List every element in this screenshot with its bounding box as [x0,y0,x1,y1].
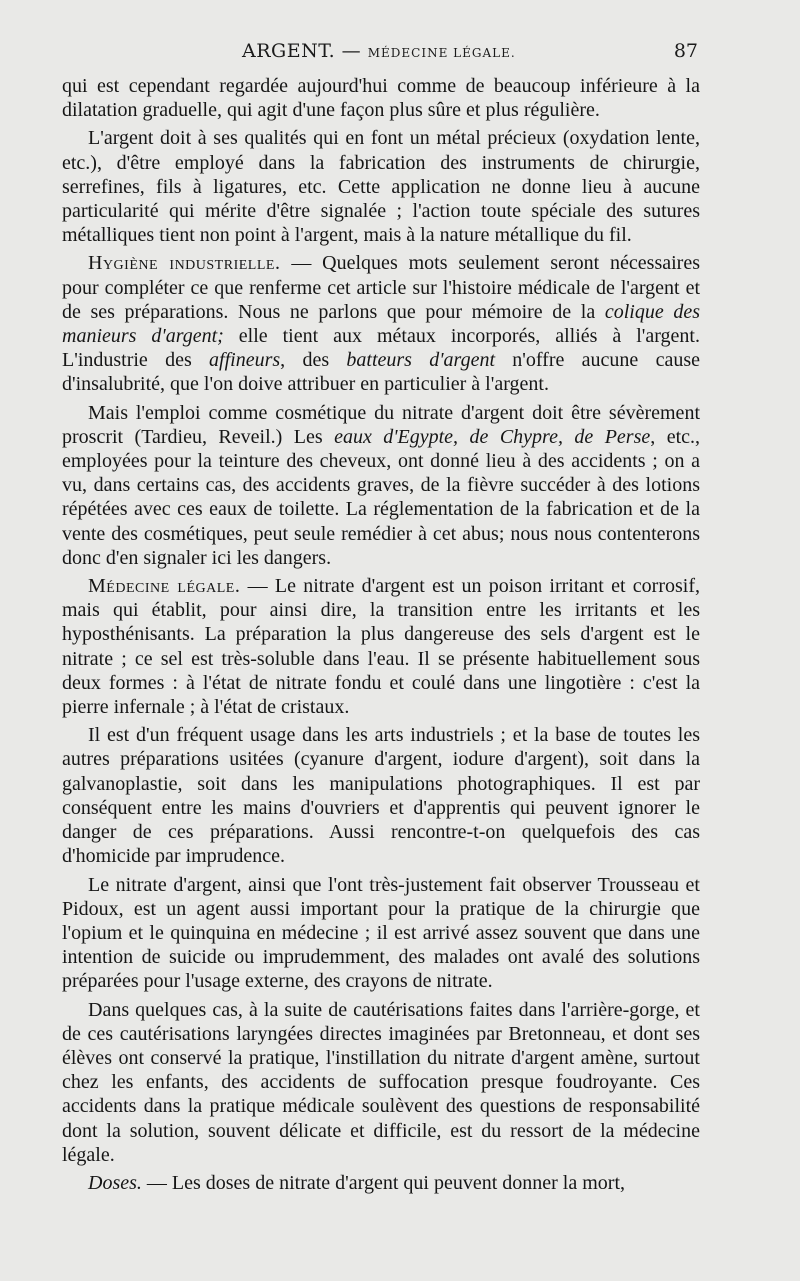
text-run: — Les doses de nitrate d'argent qui peuvent donner la mort, [141,1171,625,1194]
paragraph-cauterisations: Dans quelques cas, à la suite de cautérisations faites dans l'arrière-gorge, et de ces cautérisations laryngées directes imaginées par Bretonneau, et dont ses élèves ont conservé la pratique, l'instillation du nitrate d'argent amène, surtout chez les enfants, des accidents de suffocation presque foudroyante. Ces accidents dans la pratique médicale soulèvent des questions de responsabilité dont la solution, souvent délicate et difficile, est du ressort de la médecine légale. [62,998,700,1166]
running-title-sub: MÉDECINE LÉGALE. [367,46,516,60]
text-run: — Le nitrate d'argent est un poison irritant et corrosif, mais qui établit, pour ainsi dire, la transition entre les irritants et les hyposthénisants. La préparation la plus dangereuse des sels d'argent est le nitrate ; ce sel est très-soluble dans l'eau. Il se présente habituellement sous deux formes : à l'état de nitrate fondu et coulé dans une lingotière : c'est la pierre infernale ; à l'état de cristaux. [62,575,700,719]
page-body [62,74,700,1199]
text-run: , des [280,349,347,372]
paragraph-medecine-legale [62,574,700,719]
text-run: Mais l'emploi comme cosmétique du nitrate d'argent doit être sévèrement proscrit (Tardieu, Reveil.) Les [62,401,700,448]
running-title-main: ARGENT. — [242,40,362,62]
italic-term: affineurs [209,349,281,372]
running-header [62,40,700,72]
paragraph-continuation: qui est cependant regardée aujourd'hui comme de beaucoup inférieure à la dilatation graduelle, qui agit d'une façon plus sûre et plus régulière. [62,75,700,122]
text-run: n'offre aucune cause d'insalubrité, que l'on doive attribuer en particulier à l'argent. [62,349,700,396]
paragraph-hygiene [62,251,700,396]
paragraph-industrial-use: Il est d'un fréquent usage dans les arts industriels ; et la base de toutes les autres préparations usitées (cyanure d'argent, iodure d'argent), soit dans la galvanoplastie, soit dans les manipulations photographiques. Il est par conséquent entre les mains d'ouvriers et d'apprentis qui peuvent ignorer le danger de ces préparations. Aussi rencontre-t-on quelquefois des cas d'homicide par imprudence. [62,724,700,868]
text-run: elle tient aux métaux incorporés, alliés à l'argent. L'industrie des [62,325,700,372]
paragraph-trousseau: Le nitrate d'argent, ainsi que l'ont très-justement fait observer Trousseau et Pidoux, est un agent aussi important pour la pratique de la chirurgie que l'opium et le quinquina en médecine ; il est arrivé assez souvent que dans une intention de suicide ou imprudemment, des malades ont avalé des solutions préparées pour l'usage externe, des crayons de nitrate. [62,873,700,993]
running-title [242,40,516,62]
paragraph-cosmetics [62,401,700,570]
paragraph-doses [62,1171,700,1195]
page-number: 87 [673,40,698,62]
text-run: , etc., employées pour la teinture des cheveux, ont donné lieu à des accidents ; on a vu, dans certains cas, des accidents graves, de la fièvre succéder à des lotions répétées avec ces eaux de toilette. La réglementation de la fabrication et de la vente des cosmétiques, peut seule remédier à cet abus; nous nous contenterons donc d'en signaler ici les dangers. [62,425,701,569]
section-heading-medecine-legale: Médecine légale. [88,575,241,598]
section-heading-hygiene: Hygiène industrielle. [88,252,281,275]
italic-term: colique des manieurs d'argent; [62,300,700,348]
text-run: — Quelques mots seulement seront nécessaires pour compléter ce que renferme cet article sur l'histoire médicale de l'argent et de ses préparations. Nous ne parlons que pour mémoire de la [62,252,700,323]
section-heading-doses: Doses. [88,1171,142,1194]
italic-term: batteurs d'argent [346,349,495,372]
paragraph-instruments: L'argent doit à ses qualités qui en font un métal précieux (oxydation lente, etc.), d'être employé dans la fabrication des instruments de chirurgie, serrefines, fils à ligatures, etc. Cette application ne donne lieu à aucune particularité qui mérite d'être signalée ; l'action toute spéciale des sutures métalliques tient non point à l'argent, mais à la nature métallique du fil. [62,127,700,247]
italic-term: eaux d'Egypte, de Chypre, de Perse [334,425,651,448]
